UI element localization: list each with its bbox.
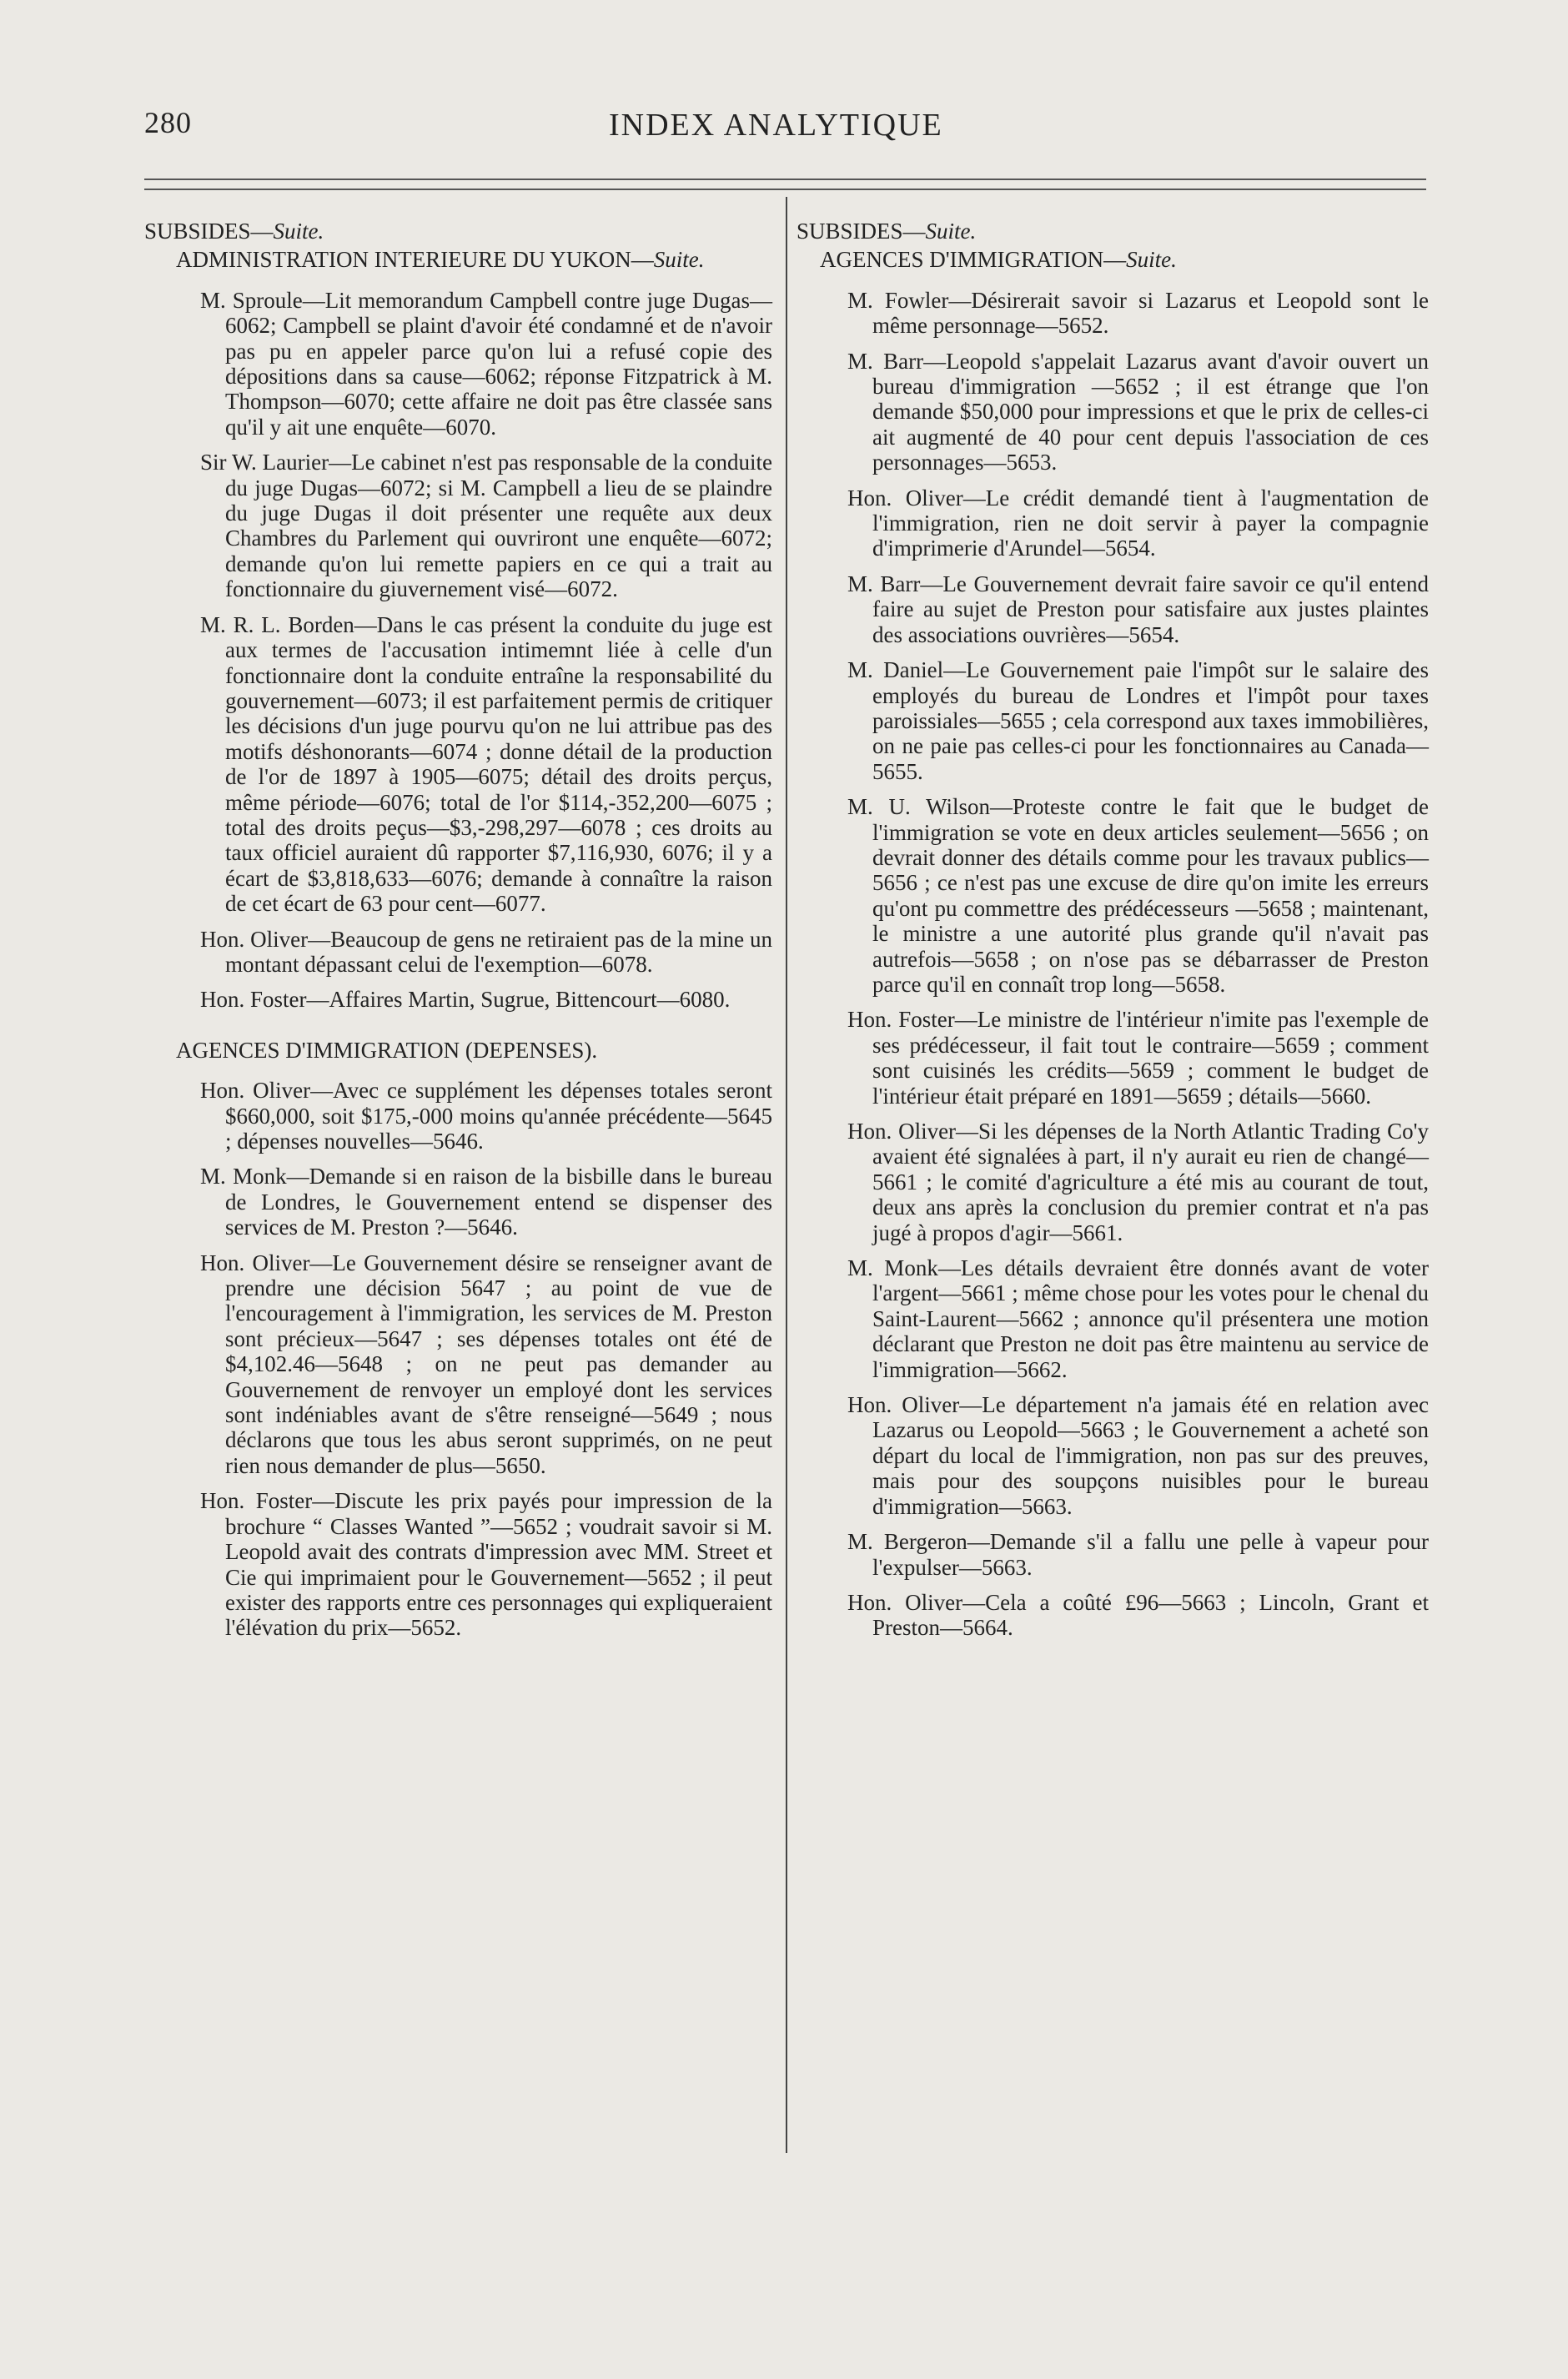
section-title-yukon-text: ADMINISTRATION INTERIEURE DU YUKON— [176,247,654,273]
index-entry: Hon. Oliver—Cela a coûté £96—5663 ; Lincoln, Grant et Preston—5664. [847,1589,1429,1641]
index-entry: Sir W. Laurier—Le cabinet n'est pas responsable de la conduite du juge Dugas—6072; si M. Campbell a lieu de se plaindre du juge Dugas il doit présenter une requête aux deux Chambres du Parlement qui ouvriront une enquête—6072; demande qu'on lui remette papiers en ce qui a trait au fonctionnaire du giuvernement visé—6072. [200,450,772,602]
section-title-immigration: AGENCES D'IMMIGRATION (DEPENSES). [176,1037,598,1063]
section-title-agences [820,247,1429,272]
left-heading-text: SUBSIDES— [144,219,274,244]
left-heading [144,219,772,244]
index-entry: Hon. Foster—Affaires Martin, Sugrue, Bittencourt—6080. [200,987,731,1013]
right-heading [797,219,1429,244]
index-entry: Hon. Foster—Le ministre de l'intérieur n'imite pas l'exemple de ses prédécesseur, il fait tout le contraire—5659 ; comment sont cuisinés les crédits—5659 ; comment le budget de l'intérieur était préparé en 1891—5659 ; détails—5660. [847,1007,1429,1109]
section-title-agences-suite: Suite. [1126,247,1177,273]
left-column [144,219,772,1651]
index-entry: M. Barr—Le Gouvernement devrait faire savoir ce qu'il entend faire au sujet de Preston pour satisfaire aux justes plaintes des associations ouvrières—5654. [847,571,1429,647]
index-entry: Hon. Oliver—Le crédit demandé tient à l'augmentation de l'immigration, rien ne doit servir à payer la compagnie d'imprimerie d'Arundel—5654. [847,485,1429,561]
index-entry: Hon. Oliver—Si les dépenses de la North Atlantic Trading Co'y avaient été signalées à part, il n'y aurait eu rien de changé—5661 ; le comité d'agriculture a été mis au courant de tout, deux ans après la conclusion du premier contrat et n'a pas jugé à propos d'agir—5661. [847,1119,1429,1245]
right-heading-text: SUBSIDES— [797,219,926,244]
header-rule-bottom [144,189,1426,190]
page-number: 280 [144,106,192,139]
section-title-yukon [176,247,772,272]
column-divider [786,197,787,2153]
header-rule-top [144,179,1426,180]
index-entry: M. Daniel—Le Gouvernement paie l'impôt sur le salaire des employés du bureau de Londres et l'impôt pour taxes paroissiales—5655 ; cela correspond aux taxes immobilières, on ne paie pas celles-ci pour les fonctionnaires au Canada—5655. [847,657,1429,784]
section-title-yukon-suite: Suite. [653,247,705,273]
left-heading-suite: Suite. [273,219,324,244]
page-title: INDEX ANALYTIQUE [609,108,943,143]
index-entry: M. Sproule—Lit memorandum Campbell contre juge Dugas—6062; Campbell se plaint d'avoir été condamné et de n'avoir pas pu en appeler parce qu'on lui a refusé copie des dépositions dans sa cause—6062; réponse Fitzpatrick à M. Thompson—6070; cette affaire ne doit pas être classée sans qu'il y ait une enquête—6070. [200,287,772,440]
section-title-agences-text: AGENCES D'IMMIGRATION— [820,247,1127,273]
index-entry: Hon. Oliver—Beaucoup de gens ne retiraient pas de la mine un montant dépassant celui de l'exemption—6078. [200,926,772,977]
right-heading-suite: Suite. [925,219,977,244]
index-entry: M. R. L. Borden—Dans le cas présent la conduite du juge est aux termes de l'accusation intimemnt liée à celle d'un fonctionnaire dont la conduite entraîne la responsabilité du gouvernement—6073; il est parfaitement permis de critiquer les décisions d'un juge pourvu qu'on ne lui attribue pas des motifs déshonorants—6074 ; donne détail de la production de l'or de 1897 à 1905—6075; détail des droits perçus, même période—6076; total de l'or $114,-352,200—6075 ; total des droits peçus—$3,-298,297—6078 ; ces droits au taux officiel auraient dû rapporter $7,116,930, 6076; il y a écart de $3,818,633—6076; demande à connaître la raison de cet écart de 63 pour cent—6077. [200,611,772,917]
index-entry: Hon. Oliver—Avec ce supplément les dépenses totales seront $660,000, soit $175,-000 moins qu'année précédente—5645 ; dépenses nouvelles—5646. [200,1078,772,1154]
index-entry: M. Fowler—Désirerait savoir si Lazarus et Leopold sont le même personnage—5652. [847,287,1429,339]
index-entry: M. U. Wilson—Proteste contre le fait que le budget de l'immigration se vote en deux articles seulement—5656 ; on devrait donner des détails comme pour les travaux publics—5656 ; ce n'est pas une excuse de dire qu'on imite les erreurs qu'ont pu commettre des prédécesseurs —5658 ; maintenant, le ministre a une autorité plus grande qu'il n'avait pas autrefois—5658 ; on n'ose pas se débarrasser de Preston parce qu'il en connaît trop long—5658. [847,794,1429,997]
index-entry: M. Barr—Leopold s'appelait Lazarus avant d'avoir ouvert un bureau d'immigration —5652 ; il est étrange que l'on demande $50,000 pour impressions et que le prix de celles-ci ait augmenté de 40 pour cent depuis l'association de ces personnages—5653. [847,348,1429,475]
index-entry: M. Monk—Les détails devraient être donnés avant de voter l'argent—5661 ; même chose pour les votes pour le chenal du Saint-Laurent—5662 ; annonce qu'il présentera une motion déclarant que Preston ne doit pas être maintenu au service de l'immigration—5662. [847,1255,1429,1382]
index-entry: Hon. Foster—Discute les prix payés pour impression de la brochure “ Classes Wanted ”—5652 ; voudrait savoir si M. Leopold avait des contrats d'impression avec MM. Street et Cie qui imprimaient pour le Gouvernement—5652 ; il peut exister des rapports entre ces personnages qui expliqueraient l'élévation du prix—5652. [200,1488,772,1641]
index-entry: Hon. Oliver—Le Gouvernement désire se renseigner avant de prendre une décision 5647 ; au point de vue de l'encouragement à l'immigration, les services de M. Preston sont précieux—5647 ; ses dépenses totales ont été de $4,102.46—5648 ; on ne peut pas demander au Gouvernement de renvoyer un employé dont les services sont indéniables avant de s'être renseigné—5649 ; nous déclarons que tous les abus seront supprimés, on ne peut rien nous demander de plus—5650. [200,1250,772,1478]
index-entry: Hon. Oliver—Le département n'a jamais été en relation avec Lazarus ou Leopold—5663 ; le Gouvernement a acheté son départ du local de l'immigration, non pas sur des preuves, mais pour des soupçons nuisibles pour le bureau d'immigration—5663. [847,1392,1429,1519]
index-entry: M. Monk—Demande si en raison de la bisbille dans le bureau de Londres, le Gouvernement entend se dispenser des services de M. Preston ?—5646. [200,1164,772,1240]
right-column [797,219,1429,1651]
index-entry: M. Bergeron—Demande s'il a fallu une pelle à vapeur pour l'expulser—5663. [847,1529,1429,1580]
